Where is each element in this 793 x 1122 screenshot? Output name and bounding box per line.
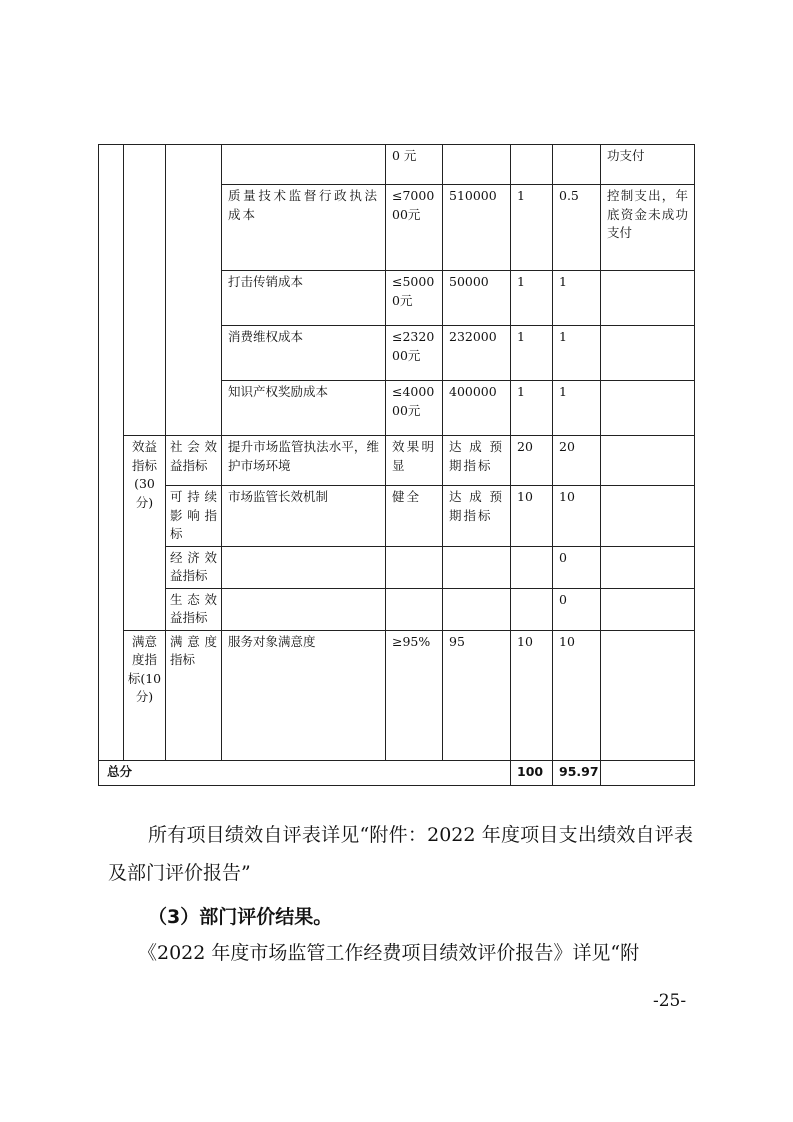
score-value: 0.5: [553, 185, 601, 271]
score-value: 1: [553, 326, 601, 381]
indicator-name: [222, 546, 386, 588]
weight-value: [511, 145, 553, 185]
weight-value: [511, 546, 553, 588]
benefit-category: 效益指标(30分): [124, 436, 166, 631]
target-value: ≤50000元: [386, 271, 443, 326]
score-value: [553, 145, 601, 185]
score-value: 0: [553, 588, 601, 630]
indicator-name: 消费维权成本: [222, 326, 386, 381]
table-row: [99, 145, 695, 185]
score-value: 10: [553, 486, 601, 547]
page-number: -25-: [653, 991, 687, 1011]
total-label: 总分: [99, 760, 511, 785]
actual-value: [443, 588, 511, 630]
indicator-name: 服务对象满意度: [222, 630, 386, 760]
sub-category: 社会效益指标: [166, 436, 222, 486]
indicator-name: 知识产权奖励成本: [222, 381, 386, 436]
weight-value: 10: [511, 486, 553, 547]
reason-text: [601, 546, 695, 588]
target-value: 0 元: [386, 145, 443, 185]
reason-text: [601, 436, 695, 486]
reason-text: [601, 486, 695, 547]
weight-value: 1: [511, 381, 553, 436]
paragraph-evaluation-report: 《2022 年度市场监管工作经费项目绩效评价报告》详见“附: [138, 942, 640, 964]
weight-value: [511, 588, 553, 630]
weight-value: 1: [511, 326, 553, 381]
table-row: [99, 546, 695, 588]
sub-category: 可持续影响指标: [166, 486, 222, 547]
table-row: [99, 588, 695, 630]
table-row: [99, 630, 695, 760]
sub-category: 经济效益指标: [166, 546, 222, 588]
weight-value: 1: [511, 185, 553, 271]
level3-cell: [166, 145, 222, 436]
target-value: [386, 588, 443, 630]
weight-value: 20: [511, 436, 553, 486]
actual-value: 达成预期指标: [443, 436, 511, 486]
indicator-name: [222, 145, 386, 185]
actual-value: 50000: [443, 271, 511, 326]
actual-value: [443, 546, 511, 588]
section-heading: （3）部门评价结果。: [148, 906, 333, 928]
actual-value: 400000: [443, 381, 511, 436]
target-value: 健全: [386, 486, 443, 547]
actual-value: 95: [443, 630, 511, 760]
target-value: ≤400000元: [386, 381, 443, 436]
target-value: ≥95%: [386, 630, 443, 760]
sub-category: 生态效益指标: [166, 588, 222, 630]
total-weight: 100: [511, 760, 553, 785]
performance-table: [98, 144, 695, 786]
level2-cell: [124, 145, 166, 436]
target-value: ≤700000元: [386, 185, 443, 271]
indicator-name: 提升市场监管执法水平，维护市场环境: [222, 436, 386, 486]
indicator-name: 质量技术监督行政执法成本: [222, 185, 386, 271]
target-value: [386, 546, 443, 588]
total-score: 95.97: [553, 760, 601, 785]
score-value: 20: [553, 436, 601, 486]
table-row: [99, 436, 695, 486]
reason-text: [601, 588, 695, 630]
actual-value: 达成预期指标: [443, 486, 511, 547]
indicator-name: 市场监管长效机制: [222, 486, 386, 547]
target-value: 效果明显: [386, 436, 443, 486]
total-reason: [601, 760, 695, 785]
satisfaction-category: 满意度指标(10分): [124, 630, 166, 760]
reason-text: [601, 381, 695, 436]
reason-text: 功支付: [601, 145, 695, 185]
weight-value: 1: [511, 271, 553, 326]
target-value: ≤232000元: [386, 326, 443, 381]
actual-value: 510000: [443, 185, 511, 271]
score-value: 1: [553, 271, 601, 326]
score-value: 0: [553, 546, 601, 588]
table-row: [99, 486, 695, 547]
actual-value: [443, 145, 511, 185]
actual-value: 232000: [443, 326, 511, 381]
level1-cell: [99, 145, 124, 761]
reason-text: [601, 326, 695, 381]
paragraph-attachment-note: 所有项目绩效自评表详见“附件：2022 年度项目支出绩效自评表及部门评价报告”: [108, 824, 693, 884]
reason-text: 控制支出，年底资金未成功支付: [601, 185, 695, 271]
score-value: 10: [553, 630, 601, 760]
score-value: 1: [553, 381, 601, 436]
total-row: [99, 760, 695, 785]
reason-text: [601, 630, 695, 760]
indicator-name: 打击传销成本: [222, 271, 386, 326]
weight-value: 10: [511, 630, 553, 760]
indicator-name: [222, 588, 386, 630]
reason-text: [601, 271, 695, 326]
sub-category: 满意度指标: [166, 630, 222, 760]
